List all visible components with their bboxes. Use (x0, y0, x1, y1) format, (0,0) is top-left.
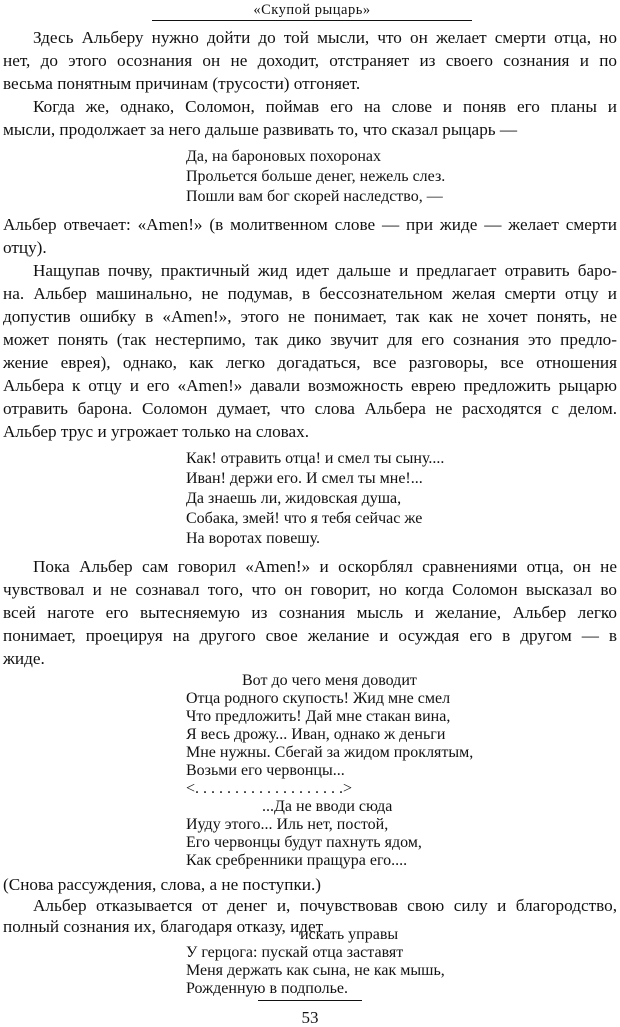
verse-line: Как сребренники пращура его.... (186, 852, 408, 869)
text-line: весьма понятным причинам (трусости) отгоняет. (3, 74, 361, 93)
verse-line: Меня держать как сына, не как мышь, (186, 962, 445, 979)
text-line: нет, до этого осознания он не доходит, отстраняет из своего сознания и по (3, 51, 617, 70)
text-line: Пока Альбер сам говорил «Amen!» и оскорблял сравнениями отца, он не (33, 557, 617, 576)
verse-line: Я весь дрожу... Иван, однако ж деньги (186, 726, 446, 743)
verse-line: Отца родного скупость! Жид мне смел (186, 690, 451, 707)
text-line: мысли, продолжает за него дальше развивать то, что сказал рыцарь — (3, 120, 518, 139)
verse-line: Прольется больше денег, нежель слез. (186, 168, 446, 185)
text-line: (Снова рассуждения, слова, а не поступки.) (3, 875, 322, 894)
verse-line: У герцога: пускай отца заставят (186, 944, 404, 961)
text-line: Альбер отказывается от денег и, почувствовав свою силу и благородство, (33, 896, 617, 915)
text-line: допустив ошибку в «Amen!», этого не понимает, так как не хочет понять, не (3, 307, 617, 326)
footer-rule (258, 1000, 362, 1001)
text-line: Альбер отвечает: «Amen!» (в молитвенном слове — при жиде — желает смерти (3, 215, 617, 234)
text-line: всей наготе его вытесняемую из сознания мысль и желание, Альбер легко (3, 603, 617, 622)
verse-ellipsis: <. . . . . . . . . . . . . . . . . . .> (186, 780, 353, 797)
text-line: Нащупав почву, практичный жид идет дальше и предлагает отравить баро- (33, 261, 617, 280)
verse-line: Мне нужны. Сбегай за жидом проклятым, (186, 744, 474, 761)
text-line: может понять (так нестерпимо, так дико звучит для его сознания это предло- (3, 330, 617, 349)
text-line: Когда же, однако, Соломон, поймав его на слове и поняв его планы и (33, 97, 617, 116)
verse-line: Да знаешь ли, жидовская душа, (186, 490, 402, 507)
verse-line: Что предложить! Дай мне стакан вина, (186, 708, 451, 725)
text-line: Альбер трус и угрожает только на словах. (3, 422, 310, 441)
verse-line: Собака, змей! что я тебя сейчас же (186, 510, 423, 527)
running-header: «Скупой рыцарь» (253, 2, 371, 18)
text-line: чувствовал и не сознавал того, что он говорит, но когда Соломон высказал во (3, 580, 617, 599)
verse-line: Иуду этого... Иль нет, постой, (186, 816, 389, 833)
text-line: жение еврея), однако, как легко догадаться, все разговоры, все отношения (3, 353, 617, 372)
verse-line: Рожденную в подполье. (186, 980, 349, 997)
header-rule (152, 20, 472, 21)
verse-line: Возьми его червонцы... (186, 762, 345, 779)
verse-line: Да, на бароновых похоронах (186, 148, 382, 165)
verse-line: Пошли вам бог скорей наследство, — (186, 188, 443, 205)
verse-line: Вот до чего меня доводит (242, 672, 417, 689)
text-line: полный сознания их, благодаря отказу, идет (3, 917, 324, 936)
text-line: отцу). (3, 238, 47, 257)
verse-line: ...Да не вводи сюда (262, 798, 393, 815)
verse-line: На воротах повешу. (186, 530, 321, 547)
text-line: Альбера к отцу и его «Amen!» давали возможность еврею предложить рыцарю (3, 376, 617, 395)
verse-line: Его червонцы будут пахнуть ядом, (186, 834, 422, 851)
verse-line: Как! отравить отца! и смел ты сыну.... (186, 450, 445, 467)
text-line: на. Альбер машинально, не подумав, в бессознательном желая смерти отцу и (3, 284, 617, 303)
page-number: 53 (301, 1008, 319, 1027)
text-line: отравить барона. Соломон думает, что слова Альбера не расходятся с делом. (3, 399, 617, 418)
text-line: понимает, проецируя на другого свое желание и осуждая его в другом — в (3, 626, 617, 645)
verse-line: искать управы (300, 926, 399, 943)
text-line: Здесь Альберу нужно дойти до той мысли, что он желает смерти отца, но (33, 28, 617, 47)
text-line: жиде. (3, 649, 45, 668)
verse-line: Иван! держи его. И смел ты мне!... (186, 470, 423, 487)
